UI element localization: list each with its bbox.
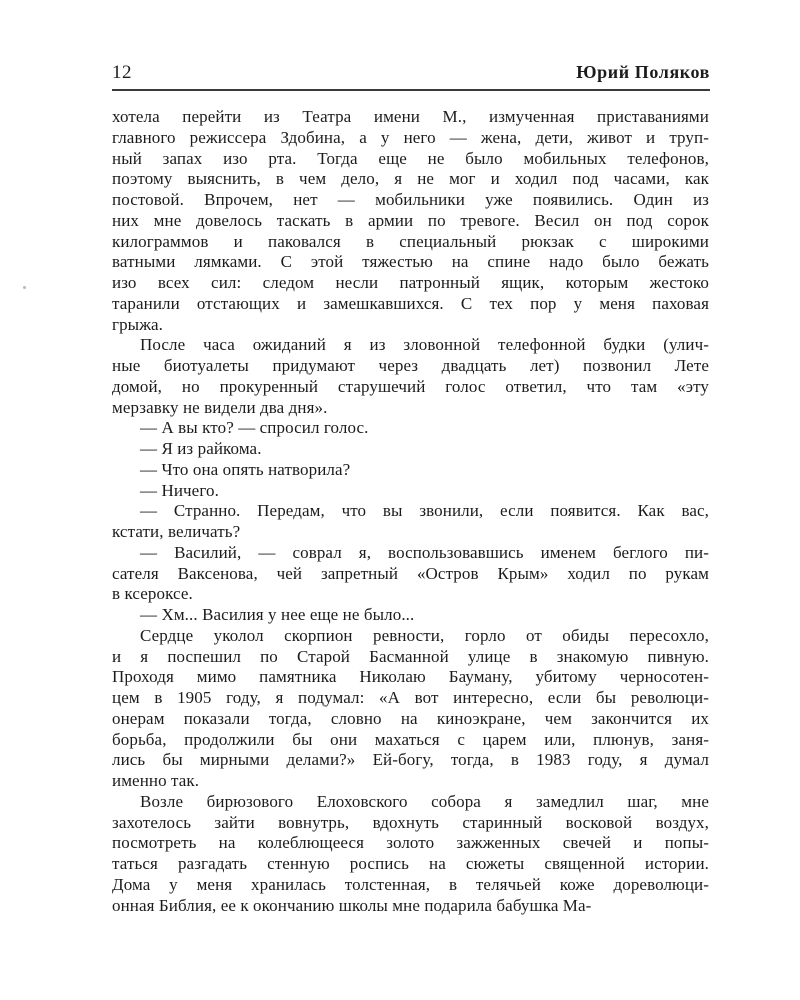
text-line: изо всех сил: следом несли патронный ящик, которым жестоко <box>112 273 709 292</box>
text-line: кстати, величать? <box>112 522 241 541</box>
text-line: цем в 1905 году, я подумал: «А вот интересно, если бы революци- <box>112 688 709 707</box>
text-line: в ксероксе. <box>112 584 193 604</box>
text-line: Дома у меня хранилась толстенная, в телячьей коже дореволюци- <box>112 874 709 894</box>
text-line: — Я из райкома. <box>140 439 262 458</box>
paragraph <box>112 439 709 460</box>
paragraph <box>112 460 709 481</box>
text-line: таться разгадать стенную роспись на сюжеты священной истории. <box>112 854 709 873</box>
paragraph <box>112 626 709 792</box>
text-line: Проходя мимо памятника Николаю Бауману, убитому черносотен- <box>112 667 709 687</box>
paragraph <box>112 543 709 605</box>
text-line: — Василий, — соврал я, воспользовавшись именем беглого пи- <box>140 542 709 562</box>
paragraph <box>112 335 709 418</box>
text-line: них мне довелось таскать в армии по тревоге. Весил он под сорок <box>112 210 709 230</box>
text-line: Возле бирюзового Елоховского собора я замедлил шаг, мне <box>140 791 709 811</box>
paragraph <box>112 107 709 335</box>
text-line: поэтому выяснить, в чем дело, я не мог и ходил под часами, как <box>112 169 709 189</box>
text-line: — Странно. Передам, что вы звонили, если появится. Как вас, <box>140 501 709 521</box>
paragraph <box>112 605 709 626</box>
page-header <box>112 62 710 91</box>
text-line: После часа ожиданий я из зловонной телефонной будки (улич- <box>140 335 709 355</box>
text-line: борьба, продолжили бы они махаться с царем или, плюнув, заня- <box>112 729 709 749</box>
paragraph <box>112 418 709 439</box>
text-line: онная Библия, ее к окончанию школы мне подарила бабушка Ма- <box>112 895 592 915</box>
text-line: мерзавку не видели два дня». <box>112 397 328 417</box>
paragraph <box>112 792 709 917</box>
text-line: ватными лямками. С этой тяжестью на спине надо было бежать <box>112 252 709 272</box>
text-line: и я поспешил по Старой Басманной улице в знакомую пивную. <box>112 646 709 666</box>
text-line: главного режиссера Здобина, а у него — жена, дети, живот и труп- <box>112 127 709 147</box>
text-line: сателя Ваксенова, чей запретный «Остров Крым» ходил по рукам <box>112 563 709 583</box>
text-line: — Что она опять натворила? <box>140 459 351 479</box>
text-line: хотела перейти из Театра имени М., измученная приставаниями <box>112 107 709 126</box>
text-line: — Ничего. <box>140 480 219 500</box>
text-line: захотелось зайти вовнутрь, вдохнуть старинный восковой воздух, <box>112 812 709 832</box>
paragraph <box>112 501 709 543</box>
text-line: — Хм... Василия у нее еще не было... <box>140 605 415 624</box>
page-number: 12 <box>112 62 132 83</box>
text-line: — А вы кто? — спросил голос. <box>140 418 369 438</box>
text-line: онерам показали тогда, словно на киноэкране, чем закончится их <box>112 708 709 728</box>
text-line: ные биотуалеты придумают через двадцать лет) позвонил Лете <box>112 356 709 375</box>
text-line: именно так. <box>112 771 200 790</box>
text-line: постовой. Впрочем, нет — мобильники уже появились. Один из <box>112 190 709 209</box>
paragraph <box>112 481 709 502</box>
text-line: килограммов и паковался в специальный рюкзак с широкими <box>112 231 709 251</box>
text-line: лись бы мирными делами?» Ей-богу, тогда, в 1983 году, я думал <box>112 750 709 770</box>
text-line: домой, но прокуренный старушечий голос ответил, что там «эту <box>112 376 709 396</box>
text-line: грыжа. <box>112 314 164 334</box>
text-block <box>112 107 709 916</box>
running-head-author: Юрий Поляков <box>576 62 710 82</box>
text-line: Сердце уколол скорпион ревности, горло от обиды пересохло, <box>140 625 709 645</box>
text-line: таранили отстающих и замешкавшихся. С тех пор у меня паховая <box>112 293 709 313</box>
text-line: посмотреть на колеблющееся золото зажженных свечей и попы- <box>112 833 709 853</box>
text-line: ный запах изо рта. Тогда еще не было мобильных телефонов, <box>112 148 709 168</box>
scan-artifact-dot <box>23 286 26 289</box>
